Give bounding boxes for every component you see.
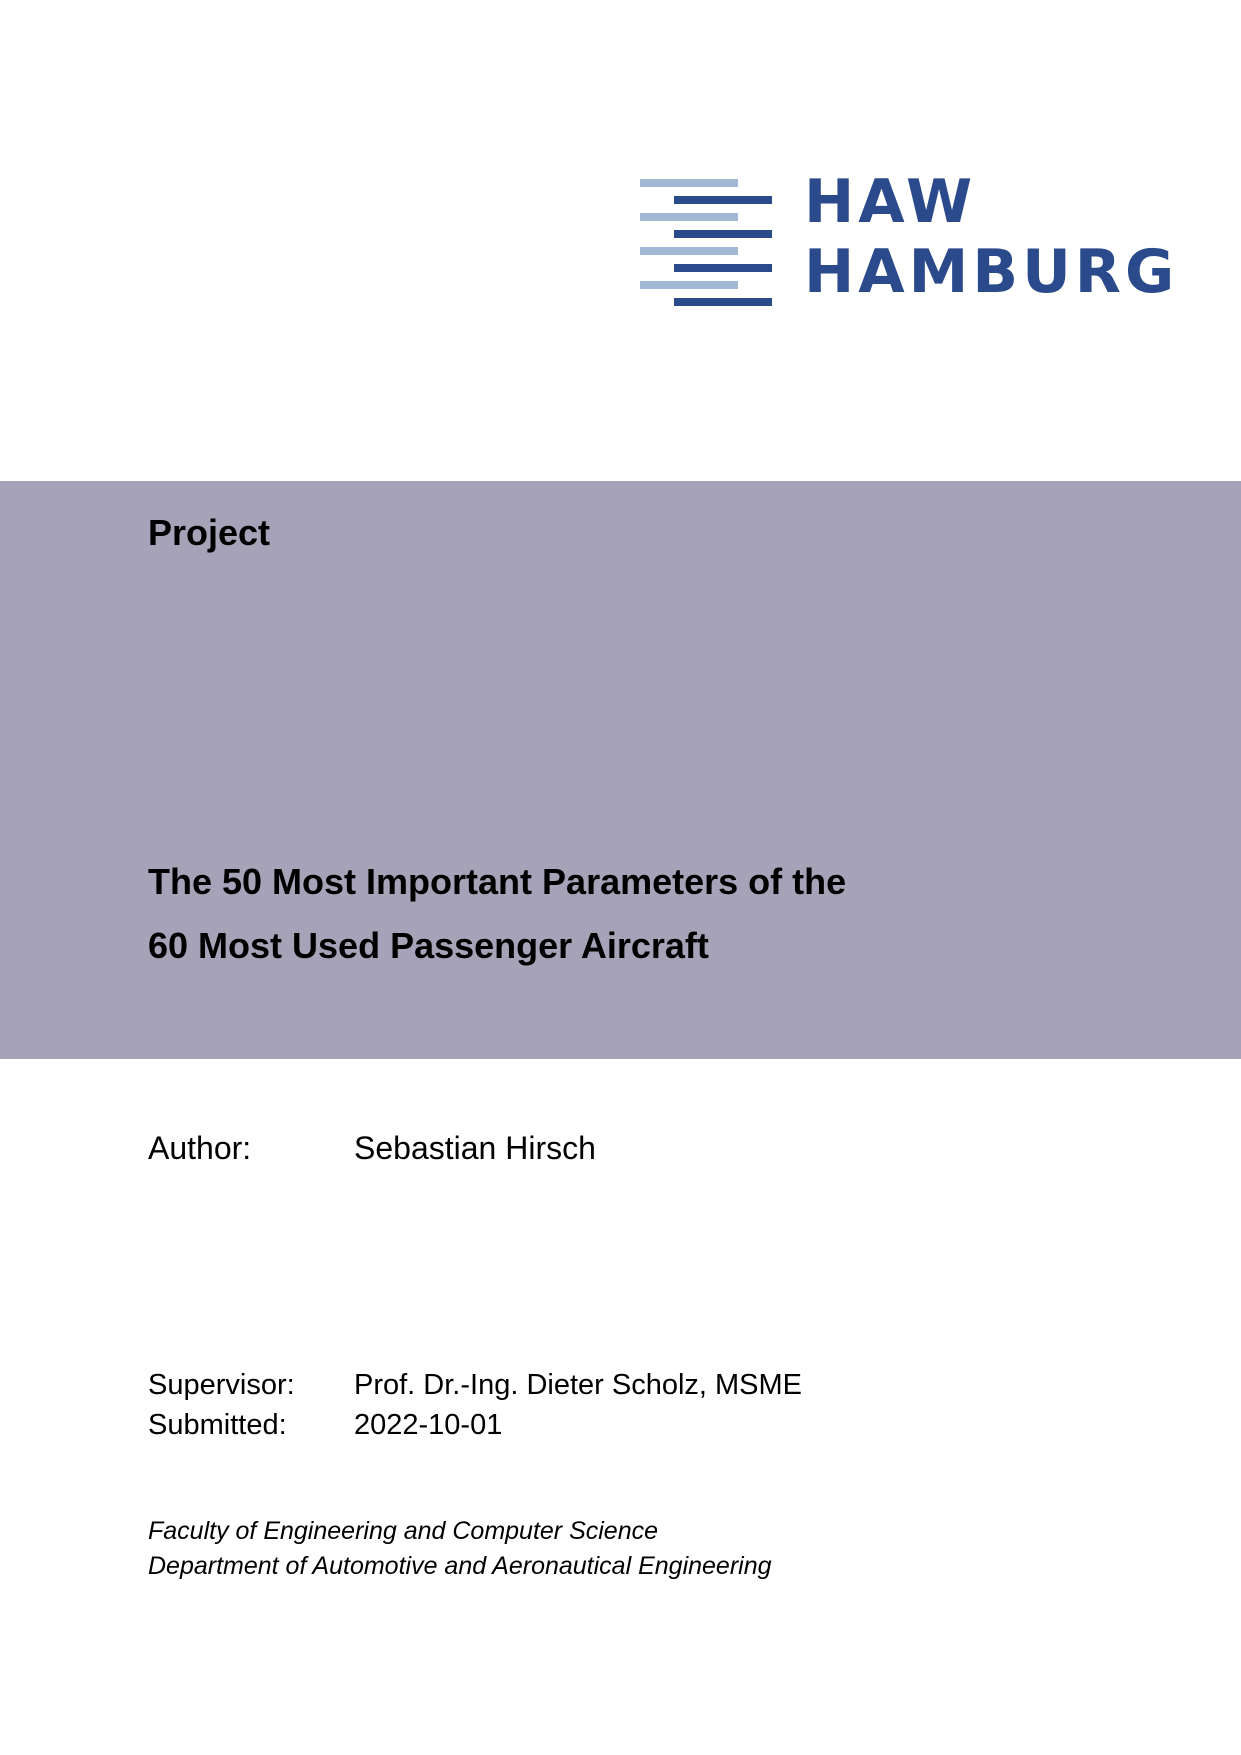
submitted-row <box>148 1406 502 1444</box>
logo-wordmark <box>804 167 1178 307</box>
logo-stripe <box>674 196 772 204</box>
supervisor-label: Supervisor: <box>148 1369 295 1401</box>
logo-stripe <box>640 247 738 255</box>
faculty-info <box>148 1514 772 1584</box>
logo-line-hamburg: HAMBURG <box>804 237 1179 307</box>
haw-hamburg-logo <box>640 167 1179 315</box>
logo-stripe <box>674 264 772 272</box>
department-line: Department of Automotive and Aeronautical Engineering <box>148 1552 772 1580</box>
title-line-1: The 50 Most Important Parameters of the <box>148 861 847 902</box>
supervisor-row <box>148 1366 802 1404</box>
submitted-date: 2022-10-01 <box>354 1409 503 1441</box>
logo-stripe <box>640 179 738 187</box>
faculty-line: Faculty of Engineering and Computer Science <box>148 1517 659 1545</box>
document-type: Project <box>148 512 271 553</box>
logo-stripe <box>640 213 738 221</box>
logo-stripes-icon <box>640 175 780 310</box>
title-line-2: 60 Most Used Passenger Aircraft <box>148 925 709 966</box>
author-name: Sebastian Hirsch <box>354 1130 596 1166</box>
author-label: Author: <box>148 1130 252 1166</box>
supervisor-name: Prof. Dr.-Ing. Dieter Scholz, MSME <box>354 1369 803 1401</box>
author-row <box>148 1128 596 1168</box>
logo-stripe <box>674 230 772 238</box>
logo-stripe <box>640 281 738 289</box>
document-title <box>148 850 1148 978</box>
logo-line-haw: HAW <box>804 167 977 237</box>
submitted-label: Submitted: <box>148 1409 287 1441</box>
logo-stripe <box>674 298 772 306</box>
